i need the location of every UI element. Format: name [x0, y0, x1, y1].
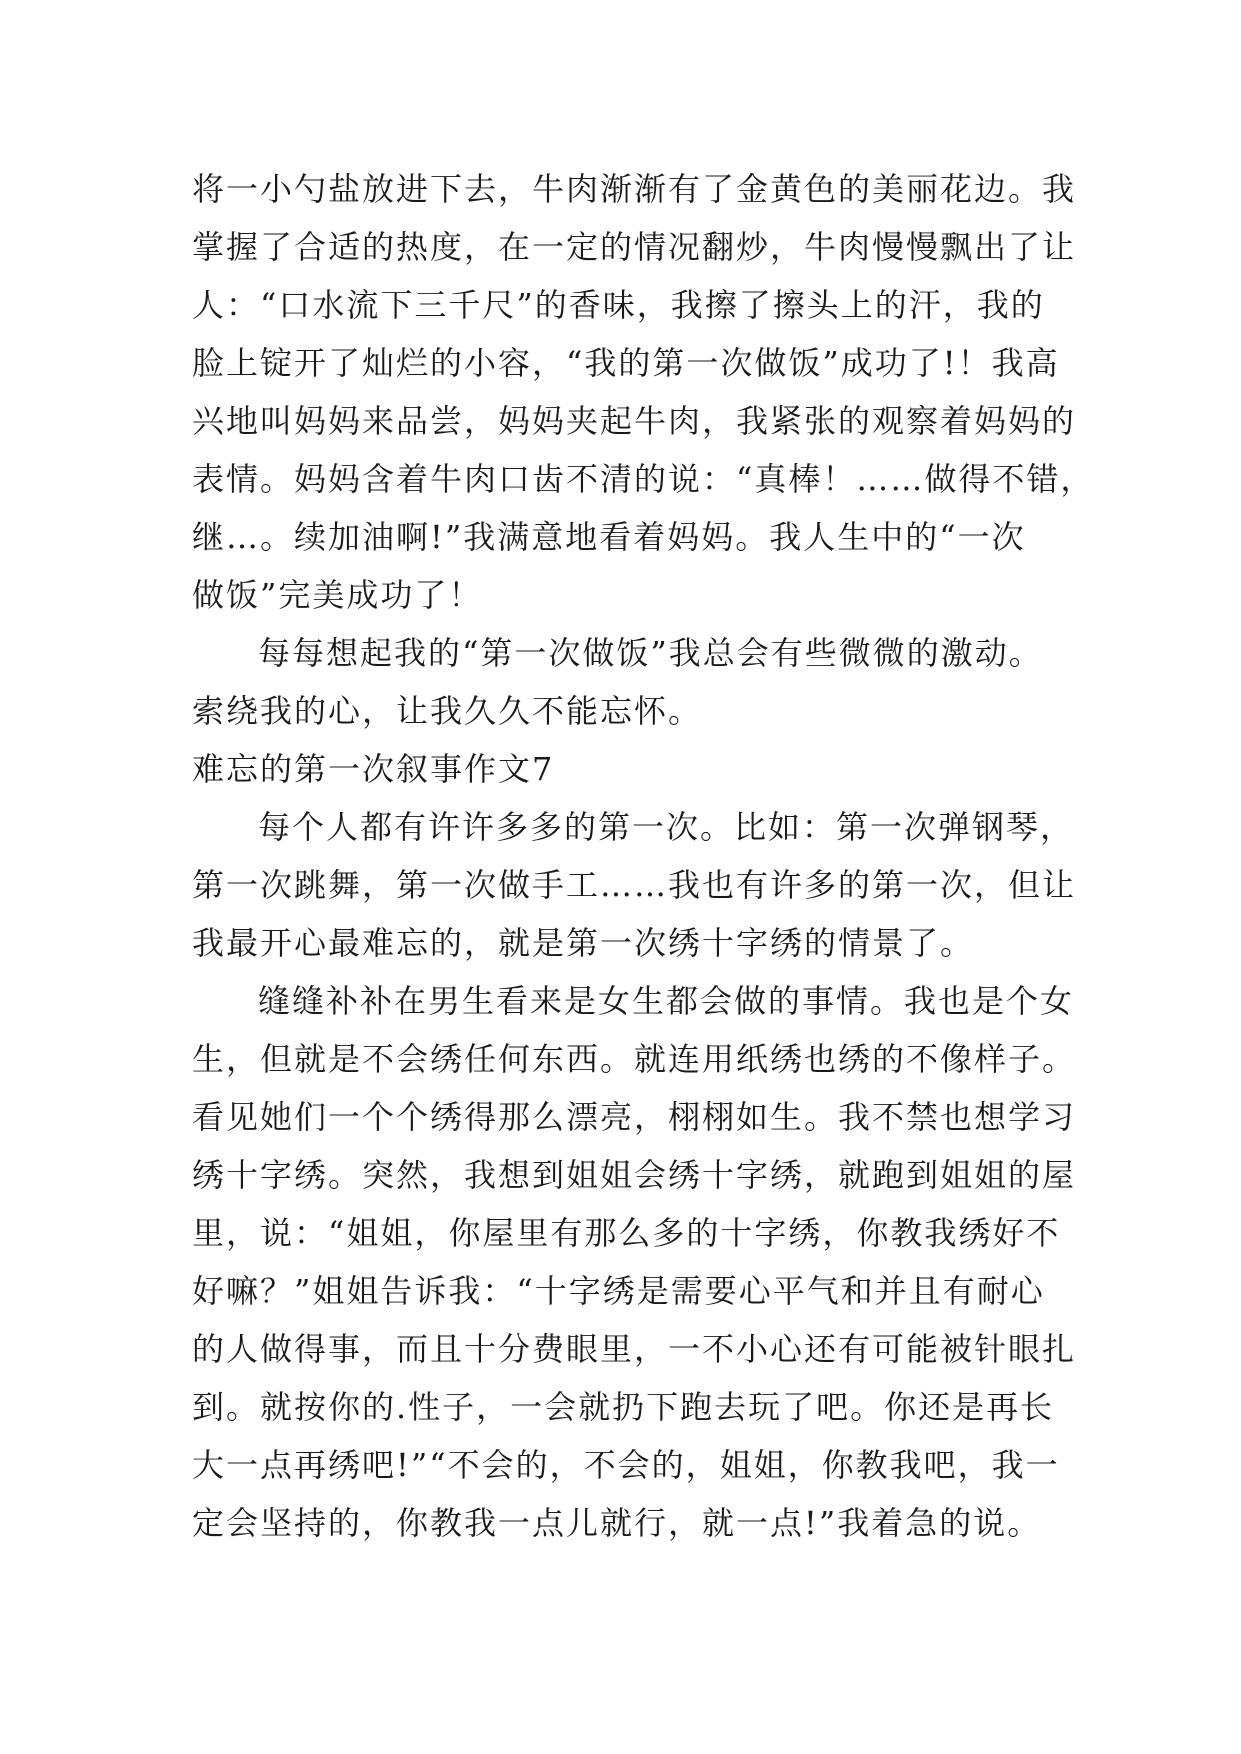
essay-body: [192, 160, 1095, 1552]
text-line: 生，但就是不会绣任何东西。就连用纸绣也绣的不像样子。: [192, 1040, 1077, 1078]
text-line: 第一次跳舞，第一次做手工……我也有许多的第一次，但让: [192, 866, 1077, 904]
text-line: 绣十字绣。突然，我想到姐姐会绣十字绣，就跑到姐姐的屋: [192, 1156, 1077, 1194]
text-line: 到。就按你的.性子，一会就扔下跑去玩了吧。你还是再长: [192, 1388, 1055, 1426]
paragraph-start-line: 每每想起我的“第一次做饭”我总会有些微微的激动。: [258, 634, 1043, 672]
text-line: 掌握了合适的热度，在一定的情况翻炒，牛肉慢慢飘出了让: [192, 228, 1077, 266]
text-line: 的人做得事，而且十分费眼里，一不小心还有可能被针眼扎: [192, 1330, 1077, 1368]
text-line: 继…。续加油啊!”我满意地看着妈妈。我人生中的“一次: [192, 518, 1026, 556]
text-line: 兴地叫妈妈来品尝，妈妈夹起牛肉，我紧张的观察着妈妈的: [192, 402, 1077, 440]
text-line: 索绕我的心，让我久久不能忘怀。: [192, 692, 703, 730]
text-line: 里，说：“姐姐，你屋里有那么多的十字绣，你教我绣好不: [192, 1214, 1061, 1252]
text-line: 大一点再绣吧!”“不会的，不会的，姐姐，你教我吧，我一: [192, 1446, 1060, 1484]
text-line: 看见她们一个个绣得那么漂亮，栩栩如生。我不禁也想学习: [192, 1098, 1077, 1136]
section-heading: 难忘的第一次叙事作文7: [192, 750, 555, 788]
paragraph-start-line: 每个人都有许许多多的第一次。比如：第一次弹钢琴，: [258, 808, 1075, 846]
text-line: 表情。妈妈含着牛肉口齿不清的说：“真棒！……做得不错，: [192, 460, 1095, 498]
text-line: 脸上锭开了灿烂的小容，“我的第一次做饭”成功了!！我高: [192, 344, 1060, 382]
text-line: 好嘛？”姐姐告诉我：“十字绣是需要心平气和并且有耐心: [192, 1272, 1045, 1310]
text-line: 定会坚持的，你教我一点儿就行，就一点!”我着急的说。: [192, 1504, 1042, 1542]
text-line: 我最开心最难忘的，就是第一次绣十字绣的情景了。: [192, 924, 975, 962]
text-line: 做饭”完美成功了！: [192, 576, 483, 614]
text-line: 将一小勺盐放进下去，牛肉渐渐有了金黄色的美丽花边。我: [192, 170, 1077, 208]
paragraph-start-line: 缝缝补补在男生看来是女生都会做的事情。我也是个女: [258, 982, 1075, 1020]
text-line: 人：“口水流下三千尺”的香味，我擦了擦头上的汗，我的: [192, 286, 1045, 324]
